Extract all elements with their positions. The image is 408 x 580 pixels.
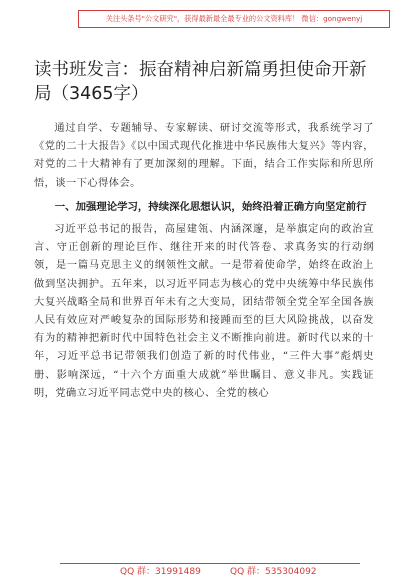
- intro-paragraph: 通过自学、专题辅导、专家解读、研讨交流等形式，我系统学习了《党的二十大报告》《以中国式现代化推进中华民族伟大复兴》等内容，对党的二十大精神有了更加深刻的理解。下面，结合工作实际和所思所悟，谈一下心得体会。: [34, 123, 374, 189]
- promo-banner: [78, 10, 390, 28]
- document-body: [34, 120, 374, 403]
- document-title: 读书班发言：振奋精神启新篇勇担使命开新局（3465字）: [34, 60, 367, 104]
- footer-qq-group-1: QQ 群：31991489: [120, 567, 201, 577]
- footer-qq-group-2: QQ 群：535304092: [230, 567, 317, 577]
- footer-contact-bar: [60, 563, 360, 578]
- section-heading-1: 一、加强理论学习，持续深化思想认识，始终沿着正确方向坚定前行: [54, 200, 367, 213]
- promo-banner-text: 关注头条号"公文研究"，获得最新最全最专业的公文资料库！ 微信：gongwenyj: [105, 14, 363, 23]
- section-paragraph-1: 习近平总书记的报告，高屋建瓴、内涵深邃，是举旗定向的政治宣言、守正创新的理论巨作、继往开来的时代答卷、求真务实的行动纲领，是一篇马克思主义的纲领性文献。一是带着使命学，始终在政治上做到坚决拥护。五年来，以习近平同志为核心的党中央统筹中华民族伟大复兴战略全局和世界百年未有之大变局，团结带领全党全军全国各族人民有效应对严峻复杂的国际形势和接踵而至的巨大风险挑战，以奋发有为的精神把新时代中国特色社会主义不断推向前进。新时代以来的十年，习近平总书记带领我们创造了新的时代伟业，“三件大事”彪炳史册、影响深远，“十六个方面重大成就”举世瞩目、意义非凡。实践证明，党确立习近平同志党中央的核心、全党的核心: [34, 224, 374, 399]
